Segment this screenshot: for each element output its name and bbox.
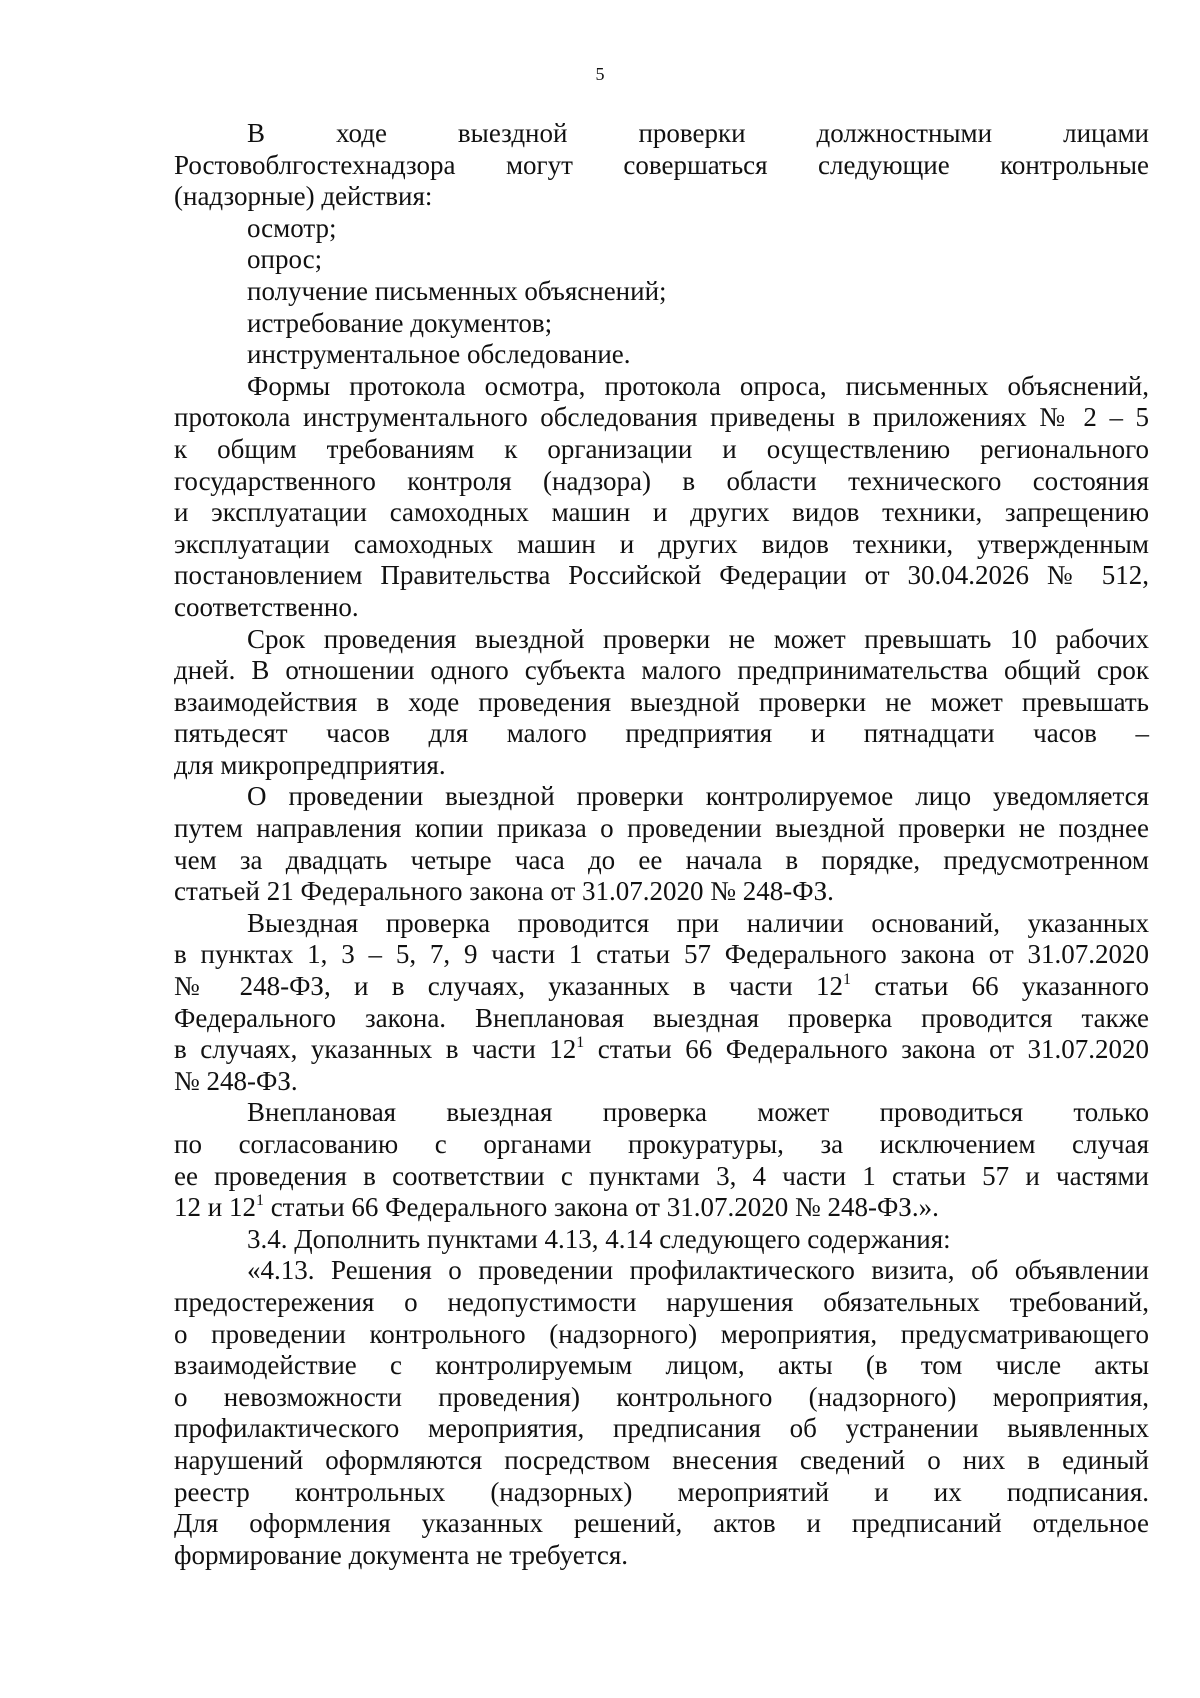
- document-body: [174, 118, 1149, 1571]
- text-line: протокола инструментального обследования приведены в приложениях № 2 – 5: [174, 402, 1149, 433]
- text-line: Формы протокола осмотра, протокола опроса, письменных объяснений,: [247, 370, 1149, 401]
- text-line: предостережения о недопустимости нарушения обязательных требований,: [174, 1286, 1149, 1317]
- text-line: Для оформления указанных решений, актов и предписаний отдельное: [174, 1508, 1149, 1539]
- list-item: получение письменных объяснений;: [247, 275, 667, 306]
- text-line: «4.13. Решения о проведении профилактического визита, об объявлении: [247, 1255, 1149, 1286]
- text-line: о невозможности проведения) контрольного (надзорного) мероприятия,: [174, 1381, 1149, 1412]
- text-line: путем направления копии приказа о проведении выездной проверки не позднее: [174, 813, 1149, 844]
- text-line: дней. В отношении одного субъекта малого предпринимательства общий срок: [174, 655, 1149, 686]
- text-line: постановлением Правительства Российской Федерации от 30.04.2026 № 512,: [174, 560, 1149, 591]
- superscript: 1: [255, 1192, 264, 1210]
- text-line: взаимодействия в ходе проведения выездной проверки не может превышать: [174, 686, 1149, 717]
- text-line: Федерального закона. Внеплановая выездная проверка проводится также: [174, 1002, 1149, 1033]
- text-line: и эксплуатации самоходных машин и других видов техники, запрещению: [174, 497, 1149, 528]
- superscript: 1: [576, 1034, 585, 1052]
- text-line: Срок проведения выездной проверки не может превышать 10 рабочих: [247, 623, 1149, 654]
- text-line: Внеплановая выездная проверка может проводиться только: [247, 1097, 1149, 1128]
- list-item: истребование документов;: [247, 307, 553, 338]
- text-fragment: статьи 66 Федерального закона от 31.07.2020 № 248-ФЗ.».: [270, 1192, 939, 1223]
- text-line: соответственно.: [174, 591, 359, 622]
- text-line: профилактического мероприятия, предписания об устранении выявленных: [174, 1413, 1149, 1444]
- text-line: [174, 1034, 1149, 1066]
- text-line: О проведении выездной проверки контролируемое лицо уведомляется: [247, 781, 1149, 812]
- text-line: № 248-ФЗ.: [174, 1065, 298, 1096]
- text-line: Ростовоблгостехнадзора могут совершаться следующие контрольные: [174, 149, 1149, 180]
- text-fragment: 12 и 12: [174, 1192, 256, 1223]
- text-line: о проведении контрольного (надзорного) мероприятия, предусматривающего: [174, 1318, 1149, 1349]
- text-line: ее проведения в соответствии с пунктами 3, 4 части 1 статьи 57 и частями: [174, 1160, 1149, 1191]
- text-line: Выездная проверка проводится при наличии оснований, указанных: [247, 907, 1149, 938]
- text-fragment: № 248-ФЗ, и в случаях, указанных в части 12: [174, 971, 844, 1002]
- list-item: осмотр;: [247, 212, 337, 243]
- text-line: В ходе выездной проверки должностными лицами: [247, 118, 1149, 148]
- text-line: к общим требованиям к организации и осуществлению регионального: [174, 433, 1149, 464]
- text-line: пятьдесят часов для малого предприятия и пятнадцати часов –: [174, 718, 1149, 749]
- text-line: реестр контрольных (надзорных) мероприятий и их подписания.: [174, 1476, 1149, 1507]
- text-fragment: в случаях, указанных в части 12: [174, 1034, 577, 1065]
- text-line: [174, 1192, 1149, 1224]
- list-item: инструментальное обследование.: [247, 339, 631, 370]
- text-fragment: статьи 66 Федерального закона от 31.07.2020: [597, 1034, 1149, 1065]
- superscript: 1: [843, 971, 852, 989]
- text-line: государственного контроля (надзора) в области технического состояния: [174, 465, 1149, 496]
- text-line: для микропредприятия.: [174, 749, 446, 780]
- list-item: опрос;: [247, 244, 323, 275]
- text-line: [174, 971, 1149, 1003]
- text-line: эксплуатации самоходных машин и других видов техники, утвержденным: [174, 528, 1149, 559]
- text-line: 3.4. Дополнить пунктами 4.13, 4.14 следующего содержания:: [247, 1223, 951, 1254]
- text-fragment: статьи 66 указанного: [874, 971, 1150, 1002]
- text-line: в пунктах 1, 3 – 5, 7, 9 части 1 статьи 57 Федерального закона от 31.07.2020: [174, 939, 1149, 970]
- text-line: по согласованию с органами прокуратуры, за исключением случая: [174, 1129, 1149, 1159]
- text-line: взаимодействие с контролируемым лицом, акты (в том числе акты: [174, 1350, 1149, 1381]
- page-number: 5: [595, 64, 605, 84]
- text-line: формирование документа не требуется.: [174, 1539, 629, 1570]
- text-line: статьей 21 Федерального закона от 31.07.2020 № 248-ФЗ.: [174, 876, 834, 907]
- text-line: нарушений оформляются посредством внесения сведений о них в единый: [174, 1444, 1149, 1475]
- text-line: (надзорные) действия:: [174, 181, 433, 212]
- text-line: чем за двадцать четыре часа до ее начала в порядке, предусмотренном: [174, 844, 1149, 875]
